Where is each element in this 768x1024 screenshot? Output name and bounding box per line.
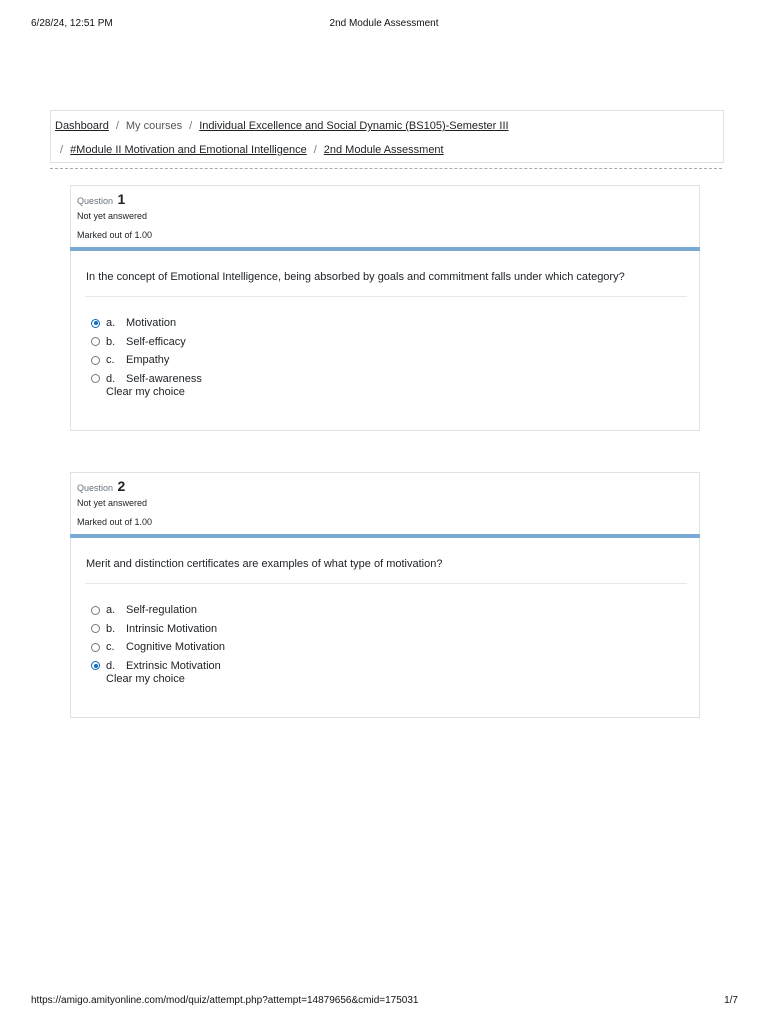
radio-button[interactable] xyxy=(91,356,100,365)
breadcrumb-module-link[interactable]: #Module II Motivation and Emotional Intelligence xyxy=(70,144,307,156)
divider xyxy=(85,296,687,297)
breadcrumb-my-courses: My courses xyxy=(125,120,183,132)
question-text: Merit and distinction certificates are examples of what type of motivation? xyxy=(86,558,443,570)
answer-option-b[interactable] xyxy=(91,333,202,352)
answer-option-a[interactable] xyxy=(91,601,225,620)
answer-option-c[interactable] xyxy=(91,638,225,657)
question-number-value: 1 xyxy=(117,191,126,207)
answer-letter: c. xyxy=(106,354,115,367)
answer-text: Cognitive Motivation xyxy=(126,641,226,654)
radio-button[interactable] xyxy=(91,643,100,652)
answer-letter: d. xyxy=(106,659,116,672)
breadcrumb-separator: / xyxy=(189,120,193,132)
question-label: Question xyxy=(77,483,114,493)
answer-option-b[interactable] xyxy=(91,620,225,639)
answer-text: Extrinsic Motivation xyxy=(126,659,221,672)
question-content xyxy=(70,538,700,718)
breadcrumb-course-link[interactable]: Individual Excellence and Social Dynamic (BS105)-Semester III xyxy=(199,120,509,132)
radio-button[interactable] xyxy=(91,374,100,383)
radio-button[interactable] xyxy=(91,606,100,615)
answer-options xyxy=(91,314,202,388)
radio-button[interactable] xyxy=(91,319,100,328)
divider xyxy=(85,583,687,584)
answer-letter: a. xyxy=(106,317,116,330)
breadcrumb-dashboard-link[interactable]: Dashboard xyxy=(55,120,109,132)
print-page-number: 1/7 xyxy=(724,995,738,1006)
radio-button[interactable] xyxy=(91,337,100,346)
question-text: In the concept of Emotional Intelligence, being absorbed by goals and commitment falls under which category? xyxy=(86,271,625,283)
breadcrumb-separator: / xyxy=(115,120,119,132)
answer-options xyxy=(91,601,225,675)
breadcrumb-assessment-link[interactable]: 2nd Module Assessment xyxy=(323,144,444,156)
question-1 xyxy=(70,185,700,431)
answer-text: Self-efficacy xyxy=(126,335,186,348)
question-content xyxy=(70,251,700,431)
breadcrumb xyxy=(50,110,724,163)
question-2 xyxy=(70,472,700,718)
print-datetime: 6/28/24, 12:51 PM xyxy=(31,18,113,29)
answer-option-a[interactable] xyxy=(91,314,202,333)
divider xyxy=(50,168,722,169)
question-grade: Marked out of 1.00 xyxy=(77,230,153,240)
question-state: Not yet answered xyxy=(77,498,148,508)
answer-text: Empathy xyxy=(126,354,170,367)
breadcrumb-separator: / xyxy=(60,144,64,156)
answer-letter: c. xyxy=(106,641,115,654)
answer-text: Self-awareness xyxy=(126,372,202,385)
clear-choice-link[interactable]: Clear my choice xyxy=(106,673,185,685)
question-number xyxy=(77,191,125,207)
question-info xyxy=(70,185,700,247)
question-number xyxy=(77,478,125,494)
question-label: Question xyxy=(77,196,114,206)
answer-letter: b. xyxy=(106,335,116,348)
answer-text: Intrinsic Motivation xyxy=(126,622,218,635)
print-footer xyxy=(0,993,768,1009)
print-url: https://amigo.amityonline.com/mod/quiz/attempt.php?attempt=14879656&cmid=175031 xyxy=(31,995,419,1006)
clear-choice-link[interactable]: Clear my choice xyxy=(106,386,185,398)
question-number-value: 2 xyxy=(117,478,126,494)
answer-letter: b. xyxy=(106,622,116,635)
breadcrumb-separator: / xyxy=(313,144,317,156)
answer-text: Self-regulation xyxy=(126,604,197,617)
question-state: Not yet answered xyxy=(77,211,148,221)
answer-letter: a. xyxy=(106,604,116,617)
answer-letter: d. xyxy=(106,372,116,385)
radio-button[interactable] xyxy=(91,624,100,633)
print-header xyxy=(0,16,768,32)
answer-option-c[interactable] xyxy=(91,351,202,370)
radio-button[interactable] xyxy=(91,661,100,670)
print-page-title: 2nd Module Assessment xyxy=(329,18,439,29)
question-grade: Marked out of 1.00 xyxy=(77,517,153,527)
answer-text: Motivation xyxy=(126,317,177,330)
question-info xyxy=(70,472,700,534)
